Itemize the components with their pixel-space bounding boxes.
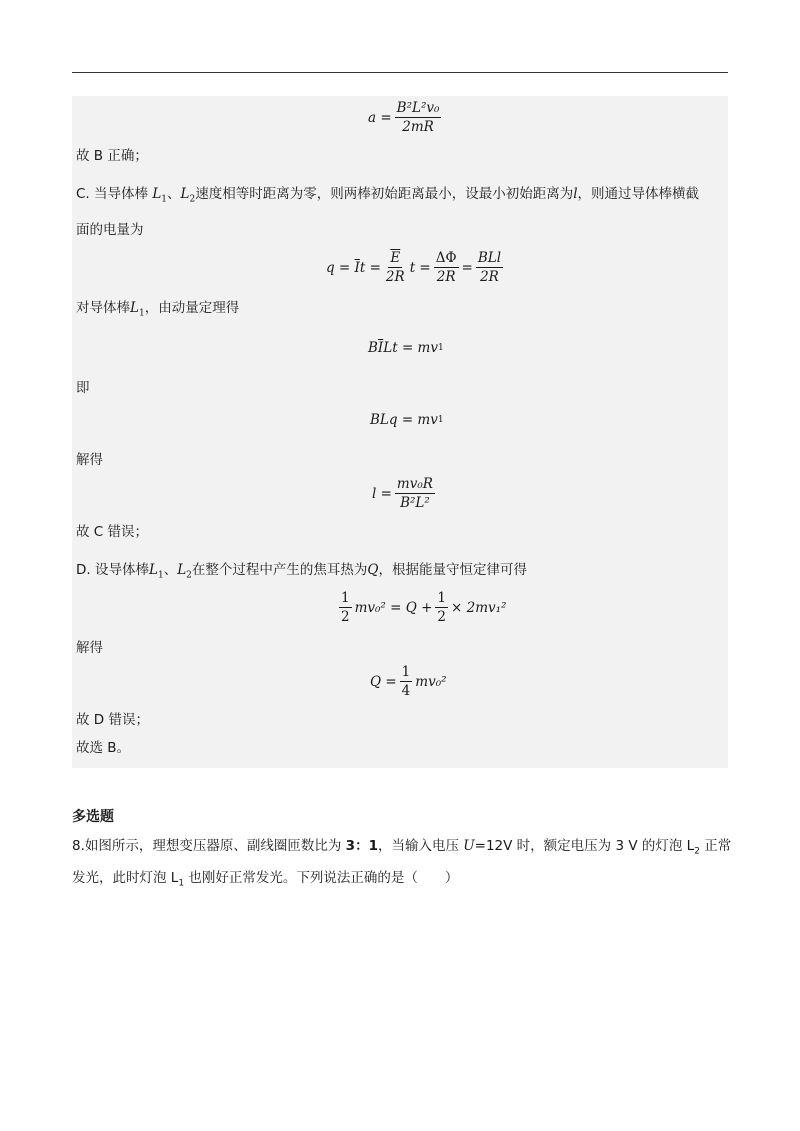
fraction [476,250,503,285]
symbol-L1: $L_1$ [152,186,168,205]
eq-q-t: t = [359,259,381,276]
text-segment: 、 [167,186,181,202]
eq-e-tail: × 2mv₁² [451,599,507,616]
eq-Q-tail: mv₀² [415,673,447,690]
eq-q-lhs: q = [326,259,351,276]
eq-e-mid: mv₀² = Q + [354,599,433,616]
text-segment: 也刚好正常发光。下列说法正确的是（ ） [184,870,459,886]
symbol-L2: $L_2$ [177,562,192,581]
eq-l-num: mv₀R [396,476,433,492]
text-segment: 速度相等时距离为零，则两棒初始距离最小，设最小初始距离为 [195,186,574,202]
text-segment: ，则通过导体棒横截 [577,186,700,202]
text-segment: 对导体棒 [76,300,130,316]
equation-energy [336,590,506,625]
eq-Q-lhs: Q = [370,673,397,690]
eq-e-f2-num: 1 [437,590,447,606]
text-ji: 即 [76,380,90,396]
symbol-text: L [177,562,187,578]
text-jiede-2: 解得 [76,640,103,656]
text-c-line1 [76,184,699,210]
header-rule [72,72,728,73]
eq-q-t2: t = [409,259,431,276]
text-c-line2: 面的电量为 [76,222,144,238]
question-8-line2: 发光，此时灯泡 $L_1$ 也刚好正常发光。下列说法正确的是（ ） [72,870,459,889]
eq-Q-num: 1 [401,664,411,680]
eq-q-f3-den: 2R [480,269,499,285]
eq-blq-text: BLq = mv [370,412,438,428]
eq-m-lhs: B [368,340,378,356]
fraction [384,250,407,285]
eq-e-f2-den: 2 [437,609,447,625]
text-d-wrong: 故 D 错误； [76,712,149,728]
symbol-text: L [148,562,158,578]
text-segment: ，由动量定理得 [144,300,240,316]
text-jiede-1: 解得 [76,452,103,468]
equation-charge [326,250,506,285]
symbol-U: U [463,838,475,854]
equation-acceleration [368,100,444,135]
text-segment: 正常 [699,838,732,854]
eq-a-denominator: 2mR [402,119,434,135]
fraction [400,664,413,699]
text-segment: 、 [163,562,178,578]
eq-m-rhs: Lt = mv [383,340,438,356]
text-segment: 发光，此时灯泡 L [72,870,179,886]
symbol-text: L [152,186,162,202]
equation-momentum: B $\overline{I}$ Lt = mv 1 [368,340,444,356]
eq-q-equals: = [461,259,473,276]
eq-q-f1-num: $\overline{E}$ [390,250,401,266]
fraction [395,476,435,511]
text-segment: ，根据能量守恒定律可得 [378,562,527,578]
equation-l [372,476,438,511]
text-segment: ，当输入电压 [377,838,464,854]
text-d-line [76,560,527,586]
text-segment: 在整个过程中产生的焦耳热为 [191,562,368,578]
symbol-I-bar: $\overline{I}$ [377,340,384,356]
eq-q-f1-den: 2R [385,269,405,285]
eq-q-f2-den: 2R [436,269,456,285]
text-segment: =12V 时，额定电压为 3 V 的灯泡 L [474,838,695,854]
text-segment: C. 当导体棒 [76,186,149,202]
equation-blq: BLq = mv 1 [370,412,444,428]
text-segment: 8.如图所示，理想变压器原、副线圈匝数比为 [72,838,346,854]
symbol-L1: $L_1$ [130,300,145,319]
eq-a-numerator: B²L²v₀ [396,100,440,116]
symbol-L2: $L_2$ [180,186,196,205]
fraction [395,100,442,135]
question-8-line1: 8.如图所示，理想变压器原、副线圈匝数比为 3：1，当输入电压 U=12V 时，额定电压为 3 V 的灯泡 $L_2$ 正常 [72,838,732,857]
turns-ratio: 3：1 [345,838,378,854]
eq-q-f3-num: BLl [477,250,502,266]
symbol-I-bar: $\overline{I}$ [354,259,360,276]
equation-heat [370,664,447,699]
text-momentum [76,298,239,324]
text-choose-b: 故选 B。 [76,740,131,756]
text-c-wrong: 故 C 错误； [76,524,149,540]
symbol-L1: $L_1$ [148,562,164,581]
fraction [339,590,352,625]
fraction [435,590,448,625]
fraction [434,250,459,285]
eq-l-den: B²L² [400,495,430,511]
eq-l-lhs: l = [372,485,392,502]
symbol-l: l [573,186,578,202]
eq-a-lhs: a = [368,109,392,126]
symbol-text: L [180,186,190,202]
symbol-Q: Q [367,562,379,578]
section-title-multiple-choice: 多选题 [72,809,114,825]
eq-Q-den: 4 [401,683,411,699]
symbol-text: L [130,300,139,316]
eq-e-f1-den: 2 [341,609,350,625]
text-b-correct: 故 B 正确； [76,148,148,164]
text-segment: D. 设导体棒 [76,562,149,578]
eq-q-f2-num: ΔΦ [435,250,457,266]
eq-e-f1-num: 1 [341,590,350,606]
